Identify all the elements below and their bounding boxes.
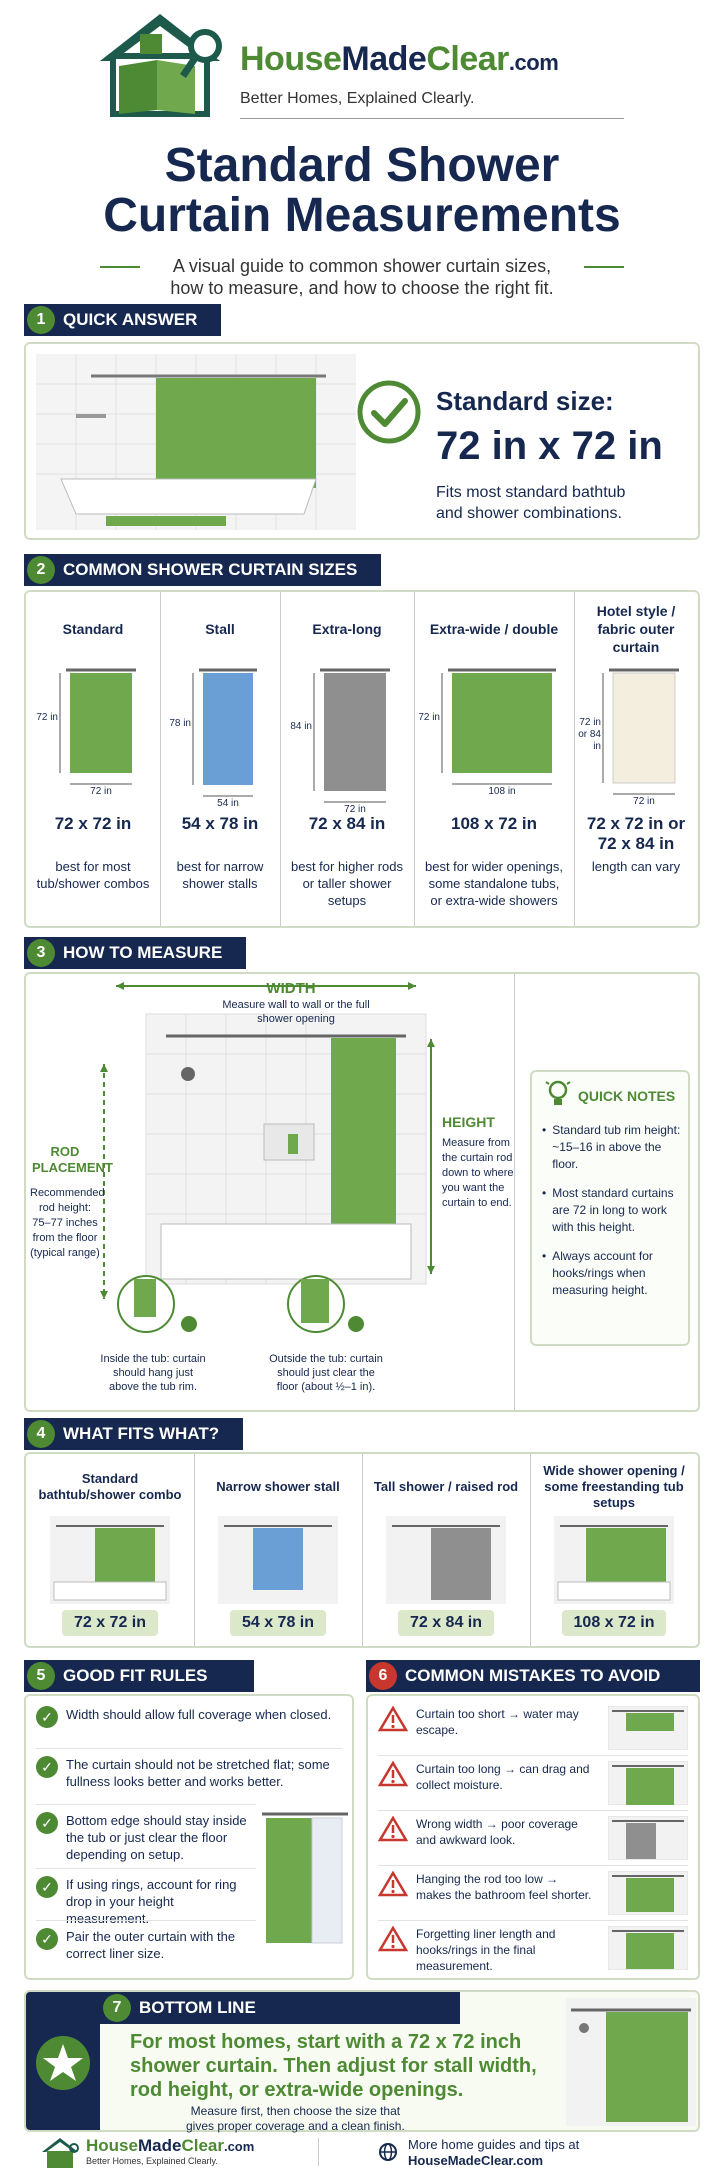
quick-note-item bbox=[542, 1185, 682, 1236]
section2-heading: 2 COMMON SHOWER CURTAIN SIZES bbox=[24, 554, 381, 586]
quick-notes-title: QUICK NOTES bbox=[578, 1088, 676, 1104]
rod-label: ROD PLACEMENT bbox=[32, 1144, 113, 1175]
fit-card bbox=[26, 1454, 194, 1646]
fit-card-title: Standard bathtub/shower combo bbox=[38, 1471, 182, 1502]
outside-tub-desc: Outside the tub: curtain should just clear the floor (about ½–1 in). bbox=[269, 1353, 383, 1393]
fit-size-pill bbox=[194, 1610, 362, 1636]
warning-icon bbox=[378, 1706, 408, 1732]
measure-divider bbox=[514, 974, 515, 1410]
quick-note-text: Standard tub rim height: ~15–16 in above the floor. bbox=[552, 1123, 681, 1171]
size-height-label: 84 in bbox=[290, 721, 312, 732]
header bbox=[0, 0, 724, 125]
footer-website-link[interactable]: HouseMadeClear.com bbox=[408, 2153, 544, 2168]
mistake-text: Hanging the rod too low → makes the bathroom feel shorter. bbox=[416, 1872, 592, 1902]
fit-rule-text: Bottom edge should stay inside the tub or just clear the floor depending on setup. bbox=[66, 1813, 247, 1862]
rule-divider bbox=[36, 1868, 256, 1869]
mistake-illustration bbox=[608, 1706, 688, 1750]
quick-notes-box bbox=[530, 1070, 690, 1346]
size-card-title: Stall bbox=[205, 621, 235, 637]
mistake-divider bbox=[378, 1865, 688, 1866]
measure-box bbox=[24, 972, 700, 1412]
height-label: HEIGHT bbox=[442, 1114, 495, 1130]
section7-heading: 7 BOTTOM LINE bbox=[100, 1992, 460, 2024]
size-width-label: 72 in bbox=[633, 796, 655, 807]
footer-house-logo-icon bbox=[40, 2136, 82, 2170]
curtain-rings-illustration bbox=[262, 1808, 348, 1948]
fit-size-value: 108 x 72 in bbox=[562, 1610, 667, 1636]
mistake-divider bbox=[378, 1755, 688, 1756]
size-card-desc: best for most tub/shower combos bbox=[36, 859, 150, 891]
mistake-text: Forgetting liner length and hooks/rings in the final measurement. bbox=[416, 1927, 556, 1973]
checkmark-icon: ✓ bbox=[36, 1928, 58, 1950]
standard-size-desc: Fits most standard bathtub and shower combinations. bbox=[436, 484, 626, 522]
bullet-icon: • bbox=[542, 1249, 547, 1263]
shower-curtain-illustration bbox=[566, 1998, 696, 2126]
lightbulb-icon bbox=[544, 1078, 572, 1108]
fit-size-value: 54 x 78 in bbox=[230, 1610, 326, 1636]
checkmark-icon: ✓ bbox=[36, 1812, 58, 1834]
checkmark-icon: ✓ bbox=[36, 1756, 58, 1778]
fit-card bbox=[530, 1454, 698, 1646]
footer bbox=[0, 2134, 724, 2172]
size-card-title: Extra-long bbox=[312, 621, 382, 637]
bathtub-illustration bbox=[36, 354, 356, 530]
size-card bbox=[574, 592, 698, 926]
bottom-line-star-badge bbox=[26, 1992, 100, 2130]
bottom-line-box bbox=[24, 1990, 700, 2132]
rule-divider bbox=[36, 1920, 256, 1921]
bullet-icon: • bbox=[542, 1186, 547, 1200]
standard-size-label: Standard size: bbox=[436, 386, 614, 416]
width-desc: Measure wall to wall or the full shower opening bbox=[222, 999, 370, 1025]
fit-size-pill bbox=[26, 1610, 194, 1636]
fit-rule-text: If using rings, account for ring drop in your height measurement. bbox=[66, 1877, 237, 1926]
quick-note-item bbox=[542, 1122, 682, 1173]
quick-note-text: Always account for hooks/rings when measuring height. bbox=[552, 1249, 653, 1297]
mistake-text: Curtain too long → can drag and collect moisture. bbox=[416, 1762, 590, 1792]
footer-divider bbox=[318, 2138, 319, 2166]
warning-icon bbox=[378, 1816, 408, 1842]
size-card bbox=[160, 592, 280, 926]
quick-note-item bbox=[542, 1248, 682, 1299]
fit-illustration bbox=[554, 1516, 674, 1604]
footer-tagline: Better Homes, Explained Clearly. bbox=[86, 2156, 218, 2166]
quick-answer-box bbox=[24, 342, 700, 540]
section5-heading: 5 GOOD FIT RULES bbox=[24, 1660, 254, 1692]
size-card-desc: best for wider openings, some standalone tubs, or extra-wide showers bbox=[424, 859, 564, 908]
rules-box bbox=[24, 1694, 354, 1980]
house-logo-icon bbox=[95, 6, 235, 121]
checkmark-icon: ✓ bbox=[36, 1706, 58, 1728]
size-card-title: Standard bbox=[62, 621, 124, 637]
fit-size-pill bbox=[530, 1610, 698, 1636]
fit-size-value: 72 x 72 in bbox=[62, 1610, 158, 1636]
checkmark-icon: ✓ bbox=[36, 1876, 58, 1898]
width-label: WIDTH bbox=[266, 980, 316, 997]
fit-size-value: 72 x 84 in bbox=[398, 1610, 494, 1636]
size-width-label: 72 in bbox=[90, 786, 112, 797]
mistakes-box bbox=[366, 1694, 700, 1980]
globe-icon bbox=[378, 2142, 398, 2162]
bottom-line-sub: Measure first, then choose the size that gives proper coverage and a clean finish. bbox=[186, 2104, 405, 2133]
size-card bbox=[26, 592, 160, 926]
subtitle-rule-left bbox=[100, 266, 140, 268]
size-height-label: 72 in bbox=[36, 712, 58, 723]
size-card-value: 108 x 72 in bbox=[450, 814, 537, 833]
rod-desc: Recommended rod height: 75–77 inches from the floor (typical range) bbox=[30, 1187, 105, 1259]
curtain-size-illustration bbox=[280, 658, 414, 808]
warning-icon bbox=[378, 1871, 408, 1897]
star-icon bbox=[34, 2034, 92, 2092]
mistake-illustration bbox=[608, 1926, 688, 1970]
brand-name: HouseMadeClear.com bbox=[240, 40, 559, 78]
size-card-desc: length can vary bbox=[591, 859, 681, 874]
quick-note-text: Most standard curtains are 72 in long to work with this height. bbox=[552, 1186, 674, 1234]
standard-size-value: 72 in x 72 in bbox=[436, 424, 663, 468]
subtitle-rule-right bbox=[584, 266, 624, 268]
size-card-desc: best for narrow shower stalls bbox=[176, 859, 264, 891]
rule-divider bbox=[36, 1804, 256, 1805]
fit-rule-text: Width should allow full coverage when closed. bbox=[66, 1707, 332, 1722]
fit-rule-text: Pair the outer curtain with the correct liner size. bbox=[66, 1929, 236, 1961]
mistake-divider bbox=[378, 1810, 688, 1811]
sizes-box bbox=[24, 590, 700, 928]
mistake-text: Curtain too short → water may escape. bbox=[416, 1707, 579, 1737]
footer-more-text: More home guides and tips at bbox=[408, 2137, 580, 2152]
size-card-value: 72 x 72 in bbox=[54, 814, 132, 833]
rule-divider bbox=[36, 1748, 342, 1749]
fit-card-title: Tall shower / raised rod bbox=[373, 1479, 519, 1494]
mistake-divider bbox=[378, 1920, 688, 1921]
size-card-title: Extra-wide / double bbox=[429, 621, 559, 637]
size-card-value: 72 x 72 in or 72 x 84 in bbox=[586, 814, 686, 853]
fit-illustration bbox=[50, 1516, 170, 1604]
brand-tagline: Better Homes, Explained Clearly. bbox=[240, 90, 475, 107]
fit-card bbox=[194, 1454, 362, 1646]
warning-icon bbox=[378, 1926, 408, 1952]
fit-illustration bbox=[218, 1516, 338, 1604]
section6-heading: 6 COMMON MISTAKES TO AVOID bbox=[366, 1660, 700, 1692]
size-width-label: 54 in bbox=[217, 798, 239, 809]
footer-brand: HouseMadeClear.com bbox=[86, 2136, 255, 2155]
size-card-desc: best for higher rods or taller shower setups bbox=[290, 859, 403, 908]
size-width-label: 108 in bbox=[488, 786, 516, 797]
fits-box bbox=[24, 1452, 700, 1648]
mistake-illustration bbox=[608, 1816, 688, 1860]
page-subtitle: A visual guide to common shower curtain sizes, how to measure, and how to choose the right fit. bbox=[0, 255, 724, 299]
bottom-line-main: For most homes, start with a 72 x 72 inch shower curtain. Then adjust for stall width, rod height, or extra-wide openings. bbox=[130, 2031, 537, 2101]
size-card bbox=[414, 592, 574, 926]
mistake-illustration bbox=[608, 1871, 688, 1915]
fit-card-title: Narrow shower stall bbox=[216, 1479, 340, 1494]
size-card bbox=[280, 592, 414, 926]
section1-heading: 1 QUICK ANSWER bbox=[24, 304, 221, 336]
section3-heading: 3 HOW TO MEASURE bbox=[24, 937, 246, 969]
fit-rule-text: The curtain should not be stretched flat; some fullness looks better and works better. bbox=[66, 1757, 330, 1789]
checkmark-circle-icon bbox=[356, 379, 422, 445]
header-divider bbox=[240, 118, 624, 119]
warning-icon bbox=[378, 1761, 408, 1787]
fit-card bbox=[362, 1454, 530, 1646]
size-card-title: Hotel style / fabric outer curtain bbox=[596, 603, 676, 655]
size-width-label: 72 in bbox=[344, 804, 366, 815]
height-desc: Measure from the curtain rod down to where you want the curtain to end. bbox=[442, 1137, 514, 1209]
size-height-label: 78 in bbox=[169, 718, 191, 729]
fit-card-title: Wide shower opening / some freestanding tub setups bbox=[543, 1463, 685, 1510]
inside-tub-desc: Inside the tub: curtain should hang just above the tub rim. bbox=[100, 1353, 206, 1393]
size-card-value: 72 x 84 in bbox=[308, 814, 386, 833]
mistake-illustration bbox=[608, 1761, 688, 1805]
section4-heading: 4 WHAT FITS WHAT? bbox=[24, 1418, 243, 1450]
mistake-text: Wrong width → poor coverage and awkward look. bbox=[416, 1817, 578, 1847]
size-height-label: 72 in bbox=[418, 712, 440, 723]
size-card-value: 54 x 78 in bbox=[181, 814, 259, 833]
bullet-icon: • bbox=[542, 1123, 547, 1137]
curtain-size-illustration bbox=[160, 658, 280, 808]
fit-illustration bbox=[386, 1516, 506, 1604]
fit-size-pill bbox=[362, 1610, 530, 1636]
quick-notes-list bbox=[542, 1122, 682, 1311]
page-title: Standard Shower Curtain Measurements bbox=[103, 139, 621, 242]
size-height-label: 72 in or 84 in bbox=[578, 717, 601, 752]
